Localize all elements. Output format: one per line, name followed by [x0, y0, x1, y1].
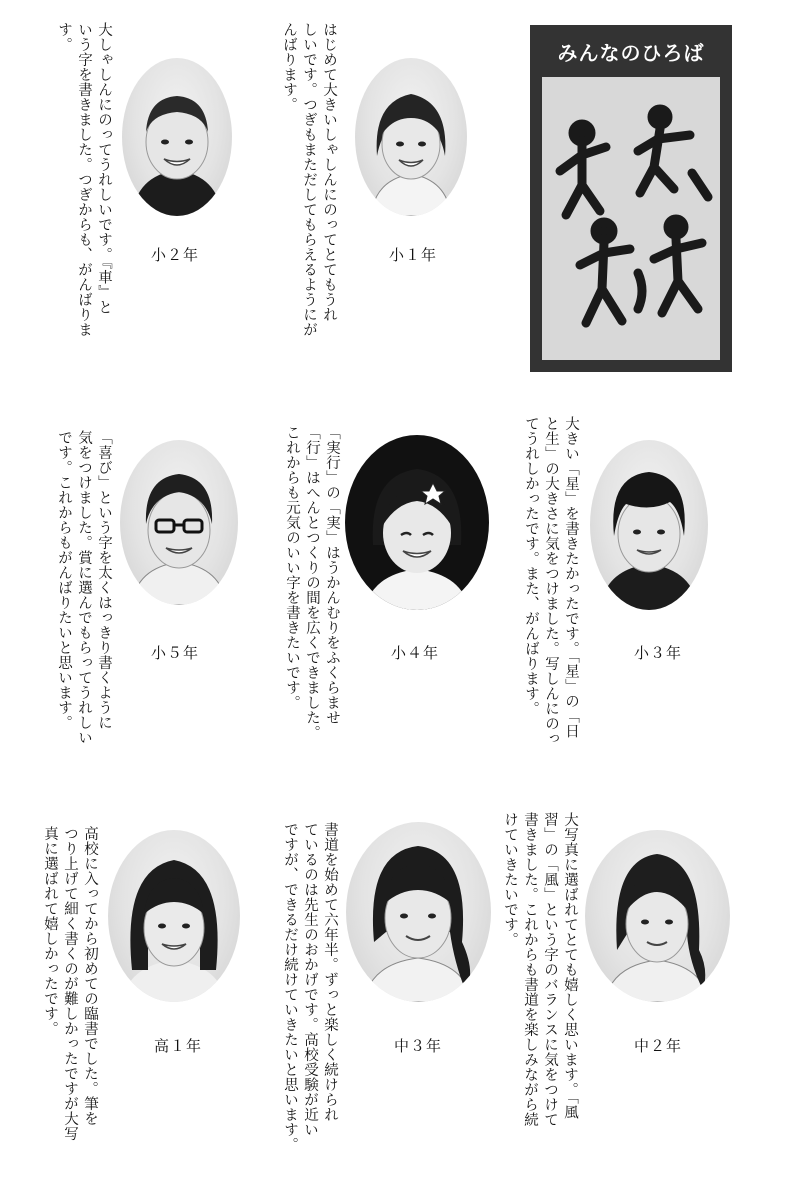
student-photo-sho5 [120, 440, 238, 605]
calligraphy-stamp-icon [542, 77, 720, 360]
entry-text-sho2: 大しゃしんにのってうれしいです。『車』と いう字を書きました。つぎからも、がんばりま す。 [56, 22, 112, 337]
student-photo-chu3 [346, 822, 491, 1002]
student-photo-ko1 [108, 830, 240, 1002]
portrait-icon [585, 830, 730, 1002]
grade-label-chu3: 中３年 [393, 1037, 442, 1055]
entry-text-sho4: 「実行」の「実」はうかんむりをふくらませ 「行」はへんとつくりの間を広くできました。 これからも元気のいい字を書きたいです。 [284, 425, 340, 740]
student-photo-sho3 [590, 440, 708, 610]
grade-label-ko1: 高１年 [153, 1037, 202, 1055]
entry-text-sho5: 「喜び」という字を太くはっきり書くように 気をつけました。賞に選んでもらってうれしい です。これからもがんばりたいと思います。 [56, 430, 112, 745]
portrait-icon [346, 822, 491, 1002]
entry-text-sho3: 大きい「星」を書きたかったです。「星」の「日 と生」の大きさに気をつけました。写しんにのっ てうれしかったです。また、がんばります。 [523, 416, 579, 746]
minna-no-hiroba-banner [530, 25, 732, 372]
portrait-icon [120, 440, 238, 605]
portrait-icon [590, 440, 708, 610]
portrait-icon [345, 435, 489, 610]
student-photo-sho2 [122, 58, 232, 216]
student-photo-sho1 [355, 58, 467, 216]
grade-label-sho3: 小３年 [633, 644, 682, 662]
grade-label-sho2: 小２年 [150, 246, 199, 264]
entry-text-ko1: 高校に入ってから初めての臨書でした。筆を つり上げて細く書くのが難しかったですが大写 真に選ばれて嬉しかったです。 [42, 826, 98, 1141]
portrait-icon [108, 830, 240, 1002]
grade-label-sho4: 小４年 [390, 644, 439, 662]
entry-text-chu2: 大写真に選ばれてとても嬉しく思います。「風 習」の「風」という字のバランスに気をつけて 書きました。これからも書道を楽しみながら続 けていきたいです。 [502, 812, 578, 1127]
grade-label-sho1: 小１年 [388, 246, 437, 264]
student-photo-sho4 [345, 435, 489, 610]
banner-title: みんなのひろば [557, 41, 705, 65]
grade-label-sho5: 小５年 [150, 644, 199, 662]
portrait-icon [122, 58, 232, 216]
entry-text-sho1: はじめて大きいしゃしんにのってとてもうれ しいです。つぎもまただしてもらえるようにが んばります。 [281, 22, 337, 337]
entry-text-chu3: 書道を始めて六年半。ずっと楽しく続けられ ているのは先生のおかげです。高校受験が近い ですが、できるだけ続けていきたいと思います。 [282, 822, 338, 1152]
portrait-icon [355, 58, 467, 216]
grade-label-chu2: 中２年 [633, 1037, 682, 1055]
student-photo-chu2 [585, 830, 730, 1002]
